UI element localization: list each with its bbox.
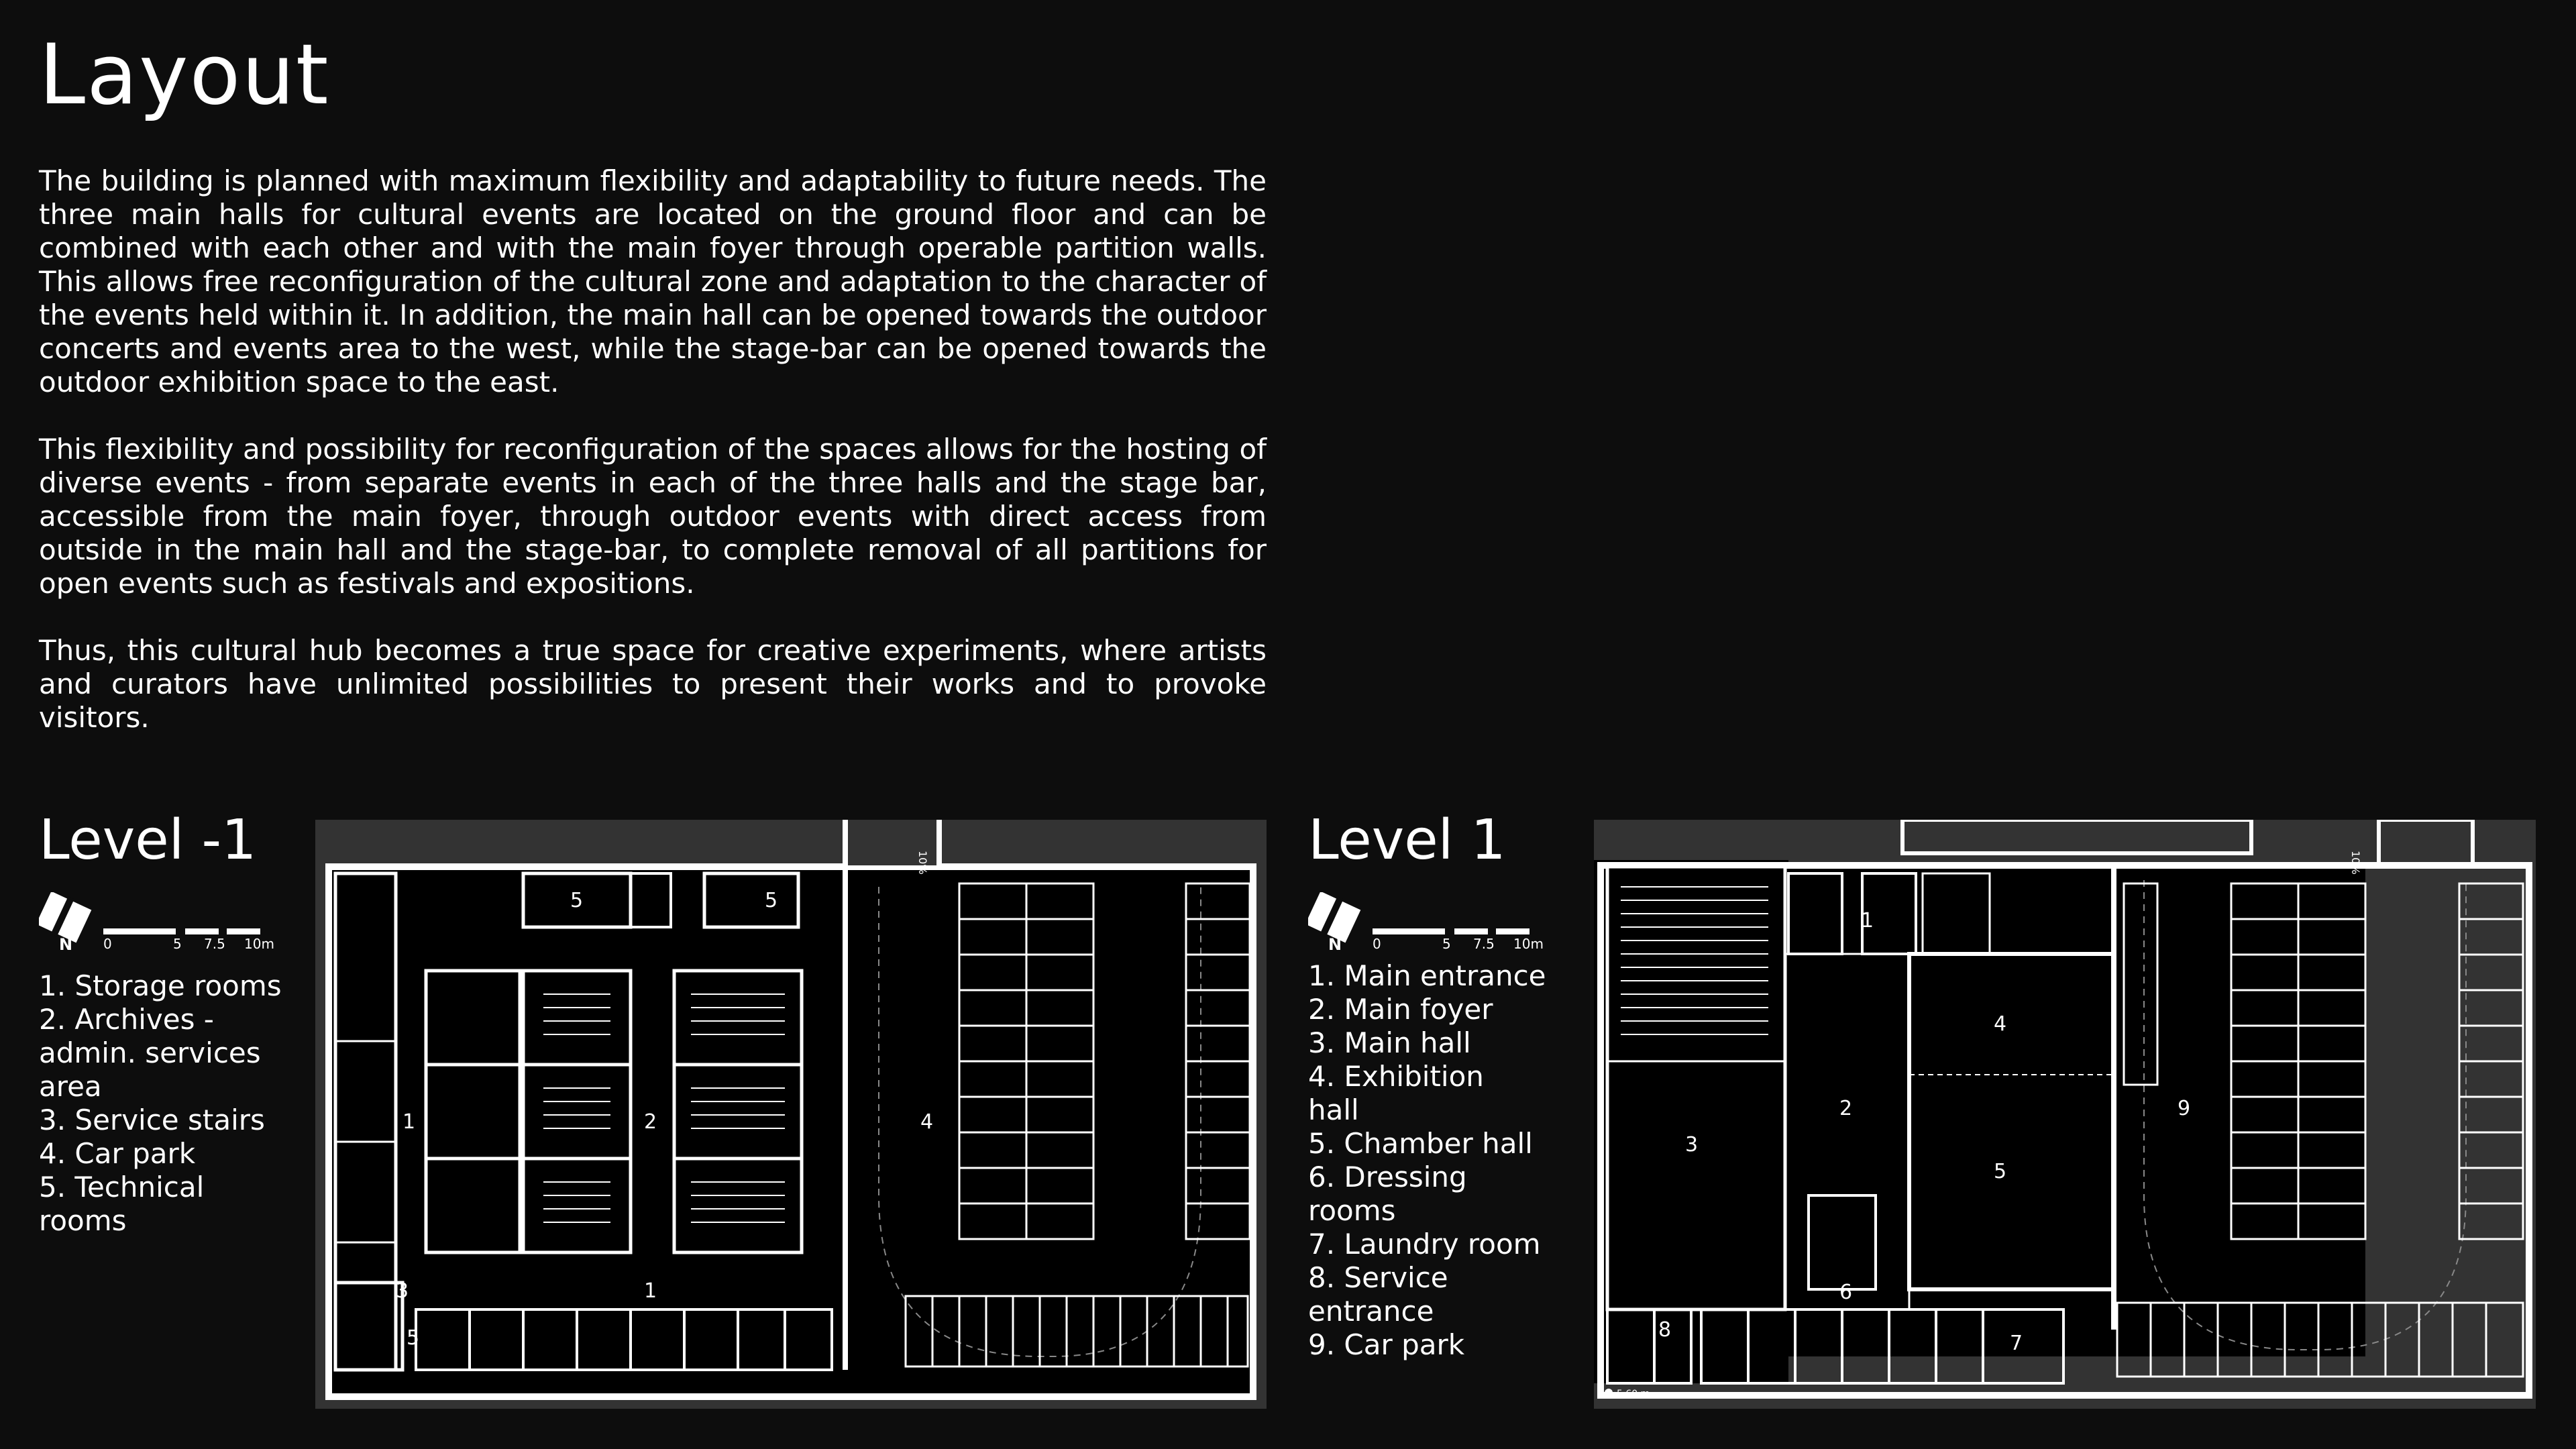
legend-item: rooms (1308, 1194, 1396, 1227)
level-minus1-scale-bar (39, 892, 287, 953)
page-title: Layout (39, 27, 330, 123)
plan-label: 5 (570, 889, 584, 912)
legend-item: 2. Main foyer (1308, 993, 1493, 1026)
plan-label: 6 (1839, 1281, 1853, 1304)
plan-label: 2 (1839, 1097, 1853, 1120)
svg-text:10m: 10m (244, 936, 274, 952)
level-1-title: Level 1 (1308, 808, 1506, 872)
level-1-scale-bar (1308, 892, 1556, 953)
legend-item: 4. Exhibition (1308, 1060, 1484, 1093)
paragraph-3: Thus, this cultural hub becomes a true space for creative experiments, where artists and curators have unlimited possibilities to present their works and to provoke visitors. (39, 634, 1267, 734)
legend-item: 9. Car park (1308, 1328, 1465, 1361)
legend-item: 4. Car park (39, 1137, 196, 1170)
legend-item: 6. Dressing (1308, 1161, 1467, 1193)
legend-item: 8. Service (1308, 1261, 1448, 1294)
svg-text:7.5: 7.5 (1473, 936, 1495, 952)
intro-text (39, 164, 1267, 768)
legend-item: 7. Laundry room (1308, 1228, 1541, 1260)
north-arrow-icon (1308, 892, 1360, 953)
legend-item: 5. Chamber hall (1308, 1127, 1533, 1160)
plan-label: 8 (1658, 1318, 1672, 1342)
legend-item: 5. Technical (39, 1171, 205, 1203)
legend-item: rooms (39, 1204, 127, 1237)
plan-label: 5 (765, 889, 778, 912)
plan-label: 5 (1994, 1160, 2007, 1183)
svg-text:7.5: 7.5 (204, 936, 225, 952)
paragraph-2: This flexibility and possibility for reconfiguration of the spaces allows for the hosting of diverse events - from separate events in each of the three halls and the stage bar, accessible from the main foyer, through outdoor events with direct access from outside in the main hall and the stage-bar, to complete removal of all partitions for open events such as festivals and expositions. (39, 433, 1267, 600)
plan-label: 4 (920, 1110, 934, 1134)
elevation-label: 5.60 m (1617, 1389, 1650, 1399)
level-minus1-title: Level -1 (39, 808, 257, 872)
plan-label: 5 (407, 1326, 420, 1350)
level-1-legend (1308, 959, 1546, 1362)
svg-text:5: 5 (1442, 936, 1451, 952)
legend-item: 3. Main hall (1308, 1026, 1471, 1059)
svg-text:0: 0 (103, 936, 112, 952)
plan-label: 3 (1685, 1133, 1699, 1157)
north-label: N (59, 935, 73, 953)
level-1-floor-plan (1594, 820, 2536, 1409)
svg-text:10%: 10% (2349, 851, 2362, 875)
legend-item: 2. Archives - (39, 1003, 214, 1036)
legend-item: admin. services (39, 1036, 261, 1069)
north-arrow-icon (39, 892, 91, 953)
plan-label: 2 (644, 1110, 657, 1134)
paragraph-1: The building is planned with maximum flexibility and adaptability to future needs. The three main halls for cultural events are located on the ground floor and can be combined with each other and with the main foyer through operable partition walls. This allows free reconfiguration of the cultural zone and adaptation to the character of the events held within it. In addition, the main hall can be opened towards the outdoor concerts and events area to the west, while the stage-bar can be opened towards the outdoor exhibition space to the east. (39, 164, 1267, 398)
legend-item: entrance (1308, 1295, 1434, 1328)
plan-label: 3 (396, 1279, 409, 1303)
legend-item: hall (1308, 1093, 1359, 1126)
legend-item: area (39, 1070, 102, 1103)
svg-text:0: 0 (1373, 936, 1381, 952)
north-label: N (1328, 935, 1342, 953)
legend-item: 1. Main entrance (1308, 959, 1546, 992)
plan-label: 4 (1994, 1012, 2007, 1036)
svg-text:10%: 10% (916, 851, 929, 875)
plan-label: 1 (644, 1279, 657, 1303)
svg-text:10m: 10m (1513, 936, 1544, 952)
plan-label: 7 (2010, 1332, 2023, 1355)
svg-text:5: 5 (173, 936, 182, 952)
plan-label: 9 (2178, 1097, 2191, 1120)
level-minus1-legend (39, 969, 282, 1238)
legend-item: 1. Storage rooms (39, 969, 282, 1002)
legend-item: 3. Service stairs (39, 1104, 265, 1136)
level-minus1-floor-plan (315, 820, 1267, 1409)
plan-label: 1 (1861, 909, 1874, 932)
plan-label: 1 (402, 1110, 416, 1134)
